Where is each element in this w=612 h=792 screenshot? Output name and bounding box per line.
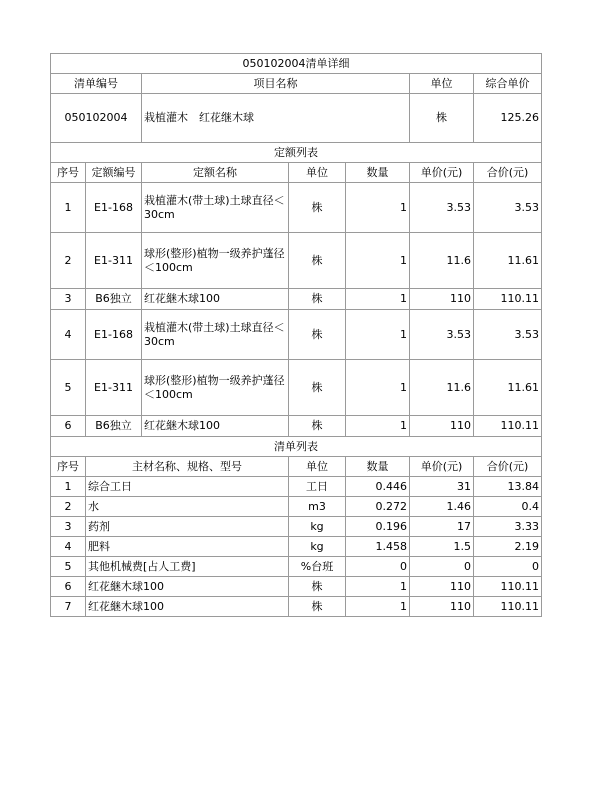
quota-row-price: 11.6 [410, 233, 474, 289]
materials-col-name: 主材名称、规格、型号 [86, 457, 289, 477]
material-row-unit: 株 [289, 597, 346, 617]
quota-row-name: 红花継木球100 [142, 416, 289, 437]
material-row [51, 497, 542, 517]
material-row-qty: 1.458 [346, 537, 410, 557]
materials-col-qty: 数量 [346, 457, 410, 477]
quota-row-total: 3.53 [474, 310, 542, 360]
material-row [51, 597, 542, 617]
material-row-unit: %台班 [289, 557, 346, 577]
quota-row-total: 110.11 [474, 289, 542, 310]
quota-row-name: 红花継木球100 [142, 289, 289, 310]
quota-row-name: 栽植灌木(带土球)土球直径＜30cm [142, 310, 289, 360]
quota-col-price: 单价(元) [410, 163, 474, 183]
quota-row-price: 110 [410, 416, 474, 437]
bill-detail-table [50, 53, 542, 617]
quota-row-code: E1-168 [86, 310, 142, 360]
header-col-name: 项目名称 [142, 74, 410, 94]
quota-row-price: 3.53 [410, 310, 474, 360]
material-row-qty: 0.272 [346, 497, 410, 517]
material-row [51, 517, 542, 537]
material-row-total: 2.19 [474, 537, 542, 557]
quota-row-price: 11.6 [410, 360, 474, 416]
quota-row-price: 110 [410, 289, 474, 310]
material-row [51, 577, 542, 597]
material-row-price: 110 [410, 577, 474, 597]
quota-row-qty: 1 [346, 360, 410, 416]
quota-row-no: 4 [51, 310, 86, 360]
material-row-unit: m3 [289, 497, 346, 517]
material-row-qty: 1 [346, 577, 410, 597]
quota-row-no: 5 [51, 360, 86, 416]
quota-row-name: 球形(整形)植物一级养护蓬径＜100cm [142, 233, 289, 289]
materials-section-title: 清单列表 [51, 437, 542, 457]
material-row-no: 6 [51, 577, 86, 597]
quota-col-unit: 单位 [289, 163, 346, 183]
material-row-price: 110 [410, 597, 474, 617]
material-row-unit: kg [289, 517, 346, 537]
material-row [51, 537, 542, 557]
quota-row-qty: 1 [346, 289, 410, 310]
material-row-total: 110.11 [474, 577, 542, 597]
quota-section-title: 定额列表 [51, 143, 542, 163]
material-row-price: 31 [410, 477, 474, 497]
material-row-unit: 株 [289, 577, 346, 597]
material-row [51, 477, 542, 497]
material-row-no: 1 [51, 477, 86, 497]
quota-row [51, 360, 542, 416]
material-row [51, 557, 542, 577]
quota-row-qty: 1 [346, 416, 410, 437]
quota-col-name: 定额名称 [142, 163, 289, 183]
material-row-name: 肥料 [86, 537, 289, 557]
table-title: 050102004清单详细 [51, 54, 542, 74]
material-row-total: 0 [474, 557, 542, 577]
material-row-qty: 0.196 [346, 517, 410, 537]
quota-row-code: E1-311 [86, 233, 142, 289]
quota-row-total: 3.53 [474, 183, 542, 233]
quota-row-unit: 株 [289, 233, 346, 289]
material-row-unit: 工日 [289, 477, 346, 497]
quota-row [51, 289, 542, 310]
bill-unit: 株 [410, 94, 474, 143]
quota-row-name: 球形(整形)植物一级养护蓬径＜100cm [142, 360, 289, 416]
materials-col-no: 序号 [51, 457, 86, 477]
quota-row-code: B6独立 [86, 416, 142, 437]
header-col-price: 综合单价 [474, 74, 542, 94]
quota-row-price: 3.53 [410, 183, 474, 233]
quota-row-unit: 株 [289, 310, 346, 360]
material-row-no: 7 [51, 597, 86, 617]
quota-row [51, 233, 542, 289]
materials-col-price: 单价(元) [410, 457, 474, 477]
bill-name: 栽植灌木 红花继木球 [142, 94, 410, 143]
bill-price: 125.26 [474, 94, 542, 143]
quota-col-code: 定额编号 [86, 163, 142, 183]
materials-col-total: 合价(元) [474, 457, 542, 477]
quota-row [51, 183, 542, 233]
material-row-no: 5 [51, 557, 86, 577]
quota-col-total: 合价(元) [474, 163, 542, 183]
header-col-code: 清单编号 [51, 74, 142, 94]
quota-row-total: 110.11 [474, 416, 542, 437]
material-row-price: 1.46 [410, 497, 474, 517]
quota-row-total: 11.61 [474, 360, 542, 416]
materials-col-unit: 单位 [289, 457, 346, 477]
material-row-no: 4 [51, 537, 86, 557]
material-row-name: 水 [86, 497, 289, 517]
material-row-total: 0.4 [474, 497, 542, 517]
quota-row [51, 416, 542, 437]
material-row-price: 0 [410, 557, 474, 577]
material-row-price: 1.5 [410, 537, 474, 557]
material-row-total: 3.33 [474, 517, 542, 537]
quota-row-no: 3 [51, 289, 86, 310]
quota-row-qty: 1 [346, 310, 410, 360]
quota-row-qty: 1 [346, 233, 410, 289]
material-row-total: 110.11 [474, 597, 542, 617]
material-row-qty: 0.446 [346, 477, 410, 497]
quota-row [51, 310, 542, 360]
quota-row-name: 栽植灌木(带土球)土球直径＜30cm [142, 183, 289, 233]
quota-row-no: 6 [51, 416, 86, 437]
quota-row-no: 1 [51, 183, 86, 233]
material-row-name: 其他机械费[占人工费] [86, 557, 289, 577]
quota-col-qty: 数量 [346, 163, 410, 183]
material-row-no: 3 [51, 517, 86, 537]
material-row-name: 药剂 [86, 517, 289, 537]
quota-row-code: B6独立 [86, 289, 142, 310]
material-row-name: 红花継木球100 [86, 577, 289, 597]
quota-row-qty: 1 [346, 183, 410, 233]
material-row-qty: 1 [346, 597, 410, 617]
quota-col-no: 序号 [51, 163, 86, 183]
material-row-no: 2 [51, 497, 86, 517]
quota-row-code: E1-168 [86, 183, 142, 233]
material-row-total: 13.84 [474, 477, 542, 497]
material-row-price: 17 [410, 517, 474, 537]
material-row-qty: 0 [346, 557, 410, 577]
quota-row-unit: 株 [289, 183, 346, 233]
quota-row-unit: 株 [289, 416, 346, 437]
material-row-name: 红花継木球100 [86, 597, 289, 617]
bill-code: 050102004 [51, 94, 142, 143]
quota-row-code: E1-311 [86, 360, 142, 416]
material-row-unit: kg [289, 537, 346, 557]
header-col-unit: 单位 [410, 74, 474, 94]
quota-row-unit: 株 [289, 289, 346, 310]
quota-row-total: 11.61 [474, 233, 542, 289]
material-row-name: 综合工日 [86, 477, 289, 497]
quota-row-no: 2 [51, 233, 86, 289]
quota-row-unit: 株 [289, 360, 346, 416]
